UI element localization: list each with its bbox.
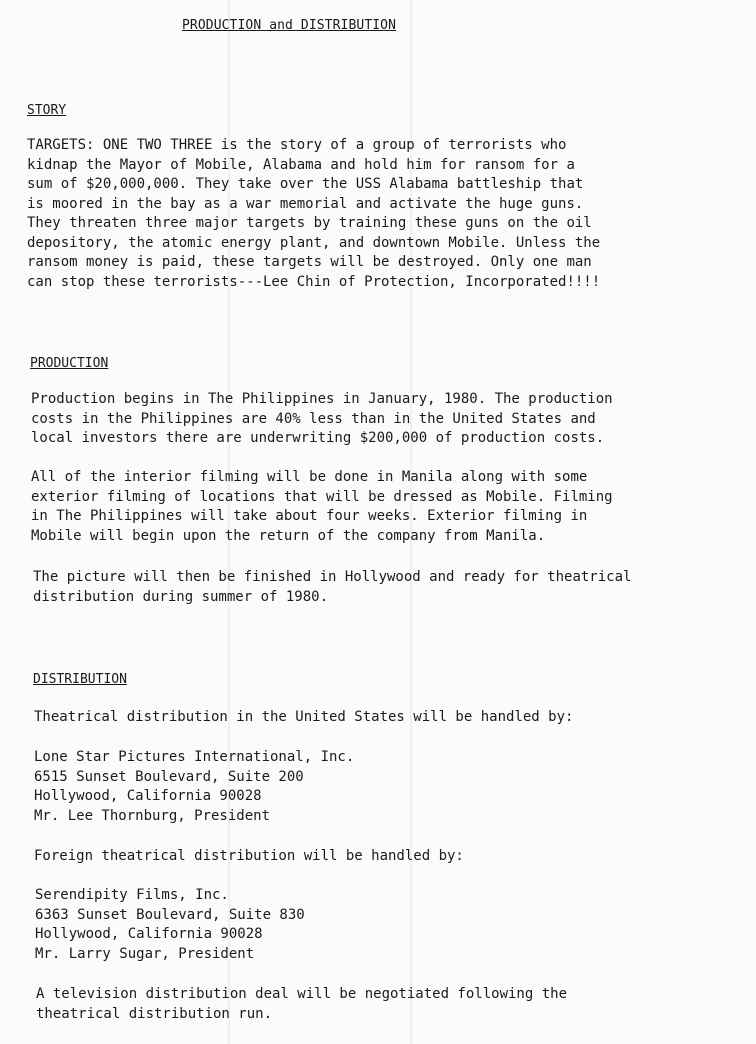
text-line: distribution during summer of 1980.: [33, 588, 329, 605]
production-paragraph-2: [31, 468, 741, 546]
foreign-distribution-intro: [34, 847, 744, 867]
foreign-distributor-address: [35, 886, 745, 964]
text-line: local investors there are underwriting $200,000 of production costs.: [31, 430, 605, 446]
text-line: sum of $20,000,000. They take over the USS Alabama battleship that: [27, 176, 584, 192]
text-line: 6515 Sunset Boulevard, Suite 200: [34, 768, 304, 785]
text-line: Hollywood, California 90028: [34, 788, 262, 804]
text-line: Theatrical distribution in the United States will be handled by:: [34, 709, 574, 725]
distribution-heading: DISTRIBUTION: [33, 672, 127, 687]
text-line: TARGETS: ONE TWO THREE is the story of a group of terrorists who: [27, 137, 567, 153]
television-distribution-paragraph: [36, 985, 746, 1024]
text-line: costs in the Philippines are 40% less than in the United States and: [31, 410, 596, 427]
text-line: depository, the atomic energy plant, and downtown Mobile. Unless the: [27, 234, 601, 251]
text-line: Mobile will begin upon the return of the company from Manila.: [31, 527, 546, 544]
domestic-distributor-address: [34, 748, 744, 826]
text-line: is moored in the bay as a war memorial and activate the huge guns.: [27, 195, 584, 212]
text-line: Production begins in The Philippines in January, 1980. The production: [31, 391, 613, 407]
text-line: They threaten three major targets by training these guns on the oil: [27, 215, 592, 231]
text-line: can stop these terrorists---Lee Chin of Protection, Incorporated!!!!: [27, 273, 601, 290]
text-line: in The Philippines will take about four weeks. Exterior filming in: [31, 508, 588, 524]
production-paragraph-1: [31, 390, 741, 449]
document-title: PRODUCTION and DISTRIBUTION: [182, 18, 397, 33]
text-line: Hollywood, California 90028: [35, 926, 263, 942]
text-line: All of the interior filming will be done in Manila along with some: [31, 469, 588, 485]
production-heading: PRODUCTION: [30, 356, 109, 371]
text-line: Mr. Larry Sugar, President: [35, 945, 255, 962]
story-heading: STORY: [27, 103, 67, 118]
text-line: Serendipity Films, Inc.: [35, 887, 229, 903]
text-line: A television distribution deal will be negotiated following the: [36, 986, 568, 1002]
text-line: exterior filming of locations that will be dressed as Mobile. Filming: [31, 488, 613, 505]
distribution-intro: [34, 708, 744, 728]
text-line: 6363 Sunset Boulevard, Suite 830: [35, 906, 305, 923]
text-line: kidnap the Mayor of Mobile, Alabama and hold him for ransom for a: [27, 156, 575, 173]
text-line: ransom money is paid, these targets will be destroyed. Only one man: [27, 254, 592, 270]
story-paragraph: [27, 136, 737, 292]
text-line: Lone Star Pictures International, Inc.: [34, 749, 355, 765]
text-line: Mr. Lee Thornburg, President: [34, 807, 271, 824]
text-line: theatrical distribution run.: [36, 1005, 273, 1022]
text-line: Foreign theatrical distribution will be handled by:: [34, 848, 464, 864]
text-line: The picture will then be finished in Hollywood and ready for theatrical: [33, 569, 632, 585]
production-paragraph-3: [33, 568, 743, 607]
